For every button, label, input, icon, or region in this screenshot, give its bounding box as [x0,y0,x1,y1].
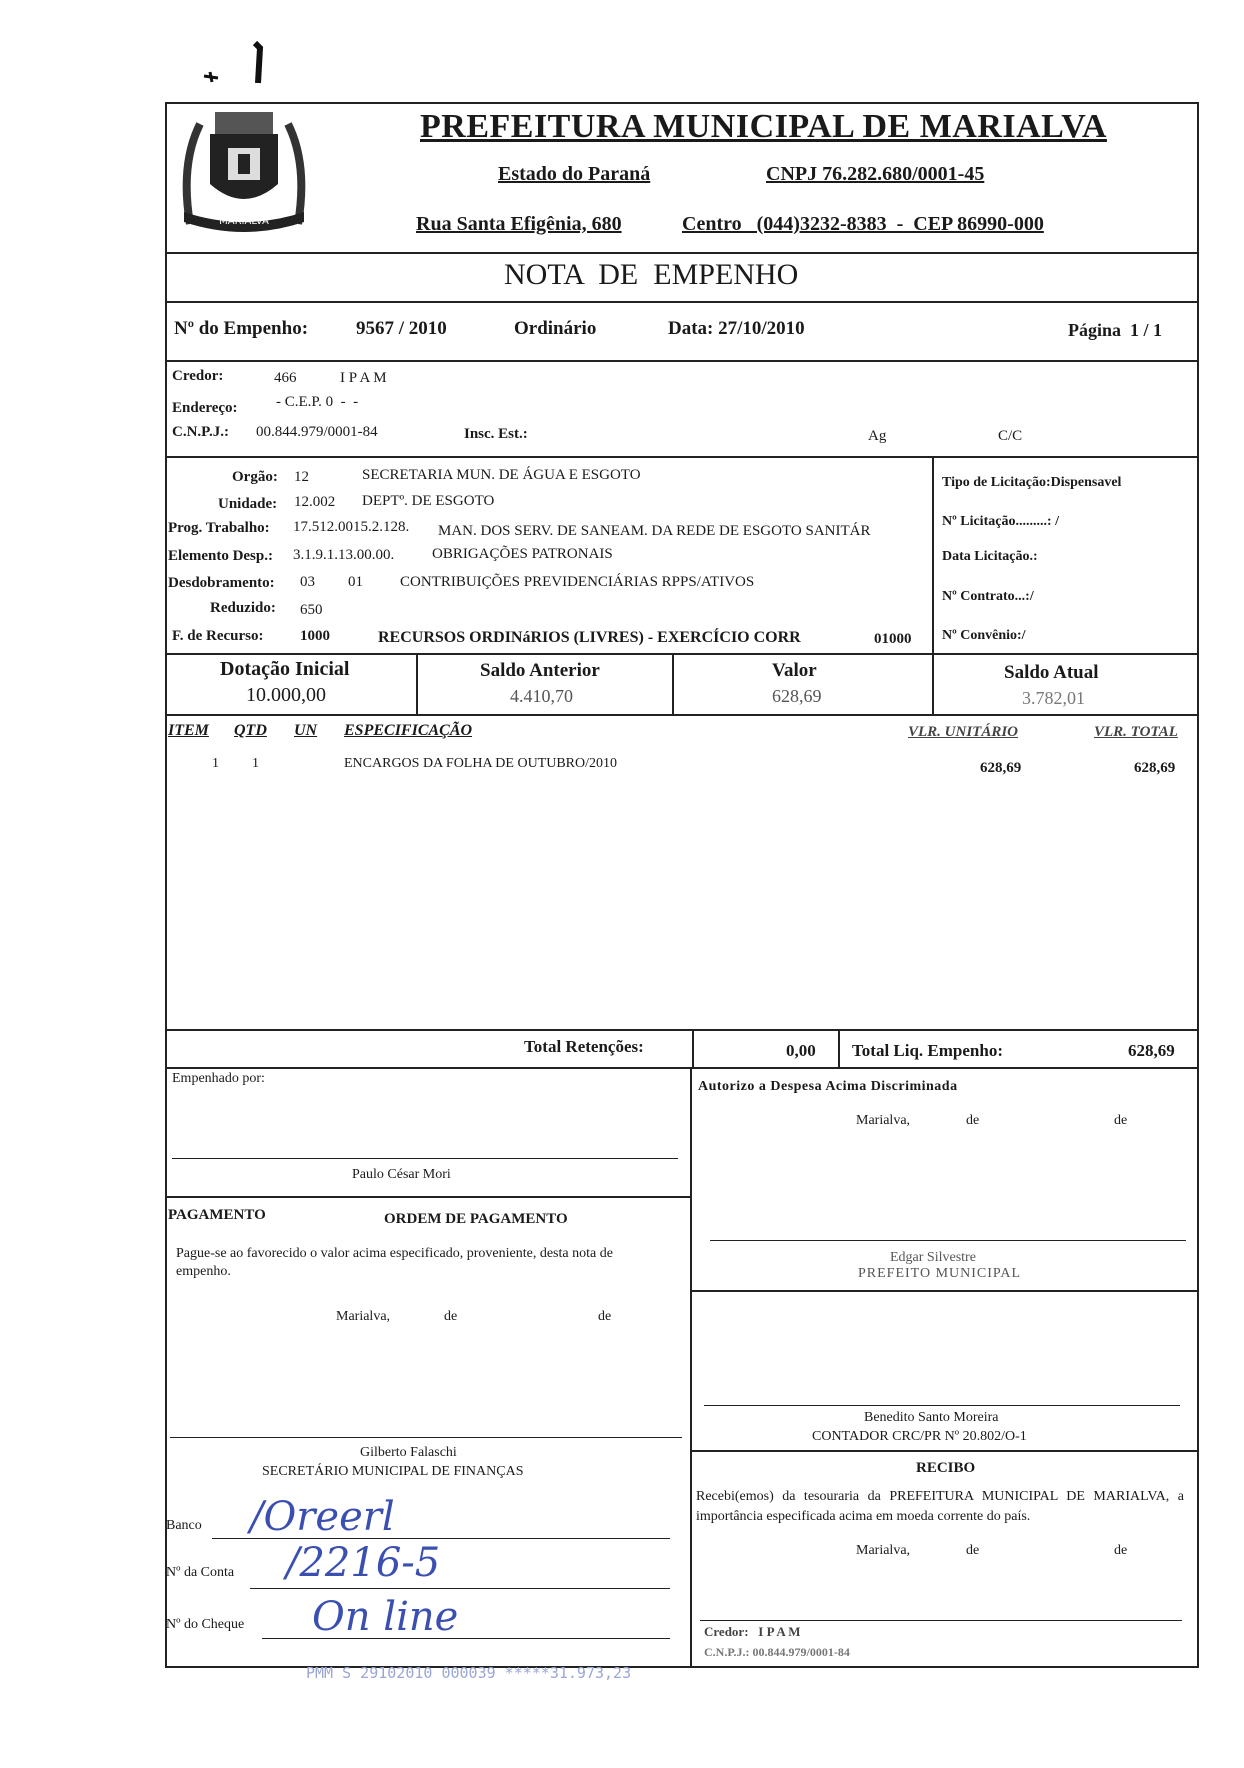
banco-handwriting: /Oreerl [250,1494,395,1540]
credor-cnpj: 00.844.979/0001-84 [256,424,378,440]
pagamento-de1: de [444,1309,458,1324]
anterior-label: Saldo Anterior [480,660,600,681]
desdob-label: Desdobramento: [168,575,275,591]
banco-label: Banco [166,1518,202,1533]
empenhado-name: Paulo César Mori [352,1167,451,1182]
col-unit: VLR. UNITÁRIO [908,724,1019,740]
signature-line [172,1158,678,1159]
credor-code: 466 [274,370,297,386]
page-title: PREFEITURA MUNICIPAL DE MARIALVA [420,108,1107,145]
recibo-cnpj: C.N.P.J.: 00.844.979/0001-84 [704,1645,850,1659]
row-unit: 628,69 [980,760,1022,776]
retencoes-label: Total Retenções: [524,1037,644,1056]
liq-empenho-value: 628,69 [1128,1041,1175,1060]
col-total: VLR. TOTAL [1094,724,1178,740]
elemento-code: 3.1.9.1.13.00.00. [293,547,395,563]
divider [690,1290,1199,1292]
ag-label: Ag [868,428,887,444]
endereco-label: Endereço: [172,400,238,416]
divider [165,456,1199,458]
divider [165,714,1199,716]
divider [165,301,1199,303]
signature-line [704,1405,1180,1406]
cheque-label: Nº do Cheque [166,1617,245,1632]
divider [165,1029,1199,1031]
recibo-credor: Credor: I P A M [704,1624,801,1639]
liq-empenho-label: Total Liq. Empenho: [852,1041,1003,1060]
divider [165,653,1199,655]
col-espec: ESPECIFICAÇÃO [344,722,473,739]
valor-value: 628,69 [772,686,822,706]
divider [838,1029,840,1067]
empenho-date: Data: 27/10/2010 [668,318,805,339]
divider [165,252,1199,254]
recurso-label: F. de Recurso: [172,628,264,644]
prog-code: 17.512.0015.2.128. [293,519,410,535]
recurso-num: 01000 [874,631,912,647]
cc-label: C/C [998,428,1023,444]
conta-handwriting: /2216-5 [286,1540,441,1586]
orgao-code: 12 [294,469,309,485]
valor-label: Valor [772,660,817,681]
cnpj-label: CNPJ 76.282.680/0001-45 [766,163,985,185]
row-total: 628,69 [1134,760,1176,776]
credor-name: I P A M [340,370,387,386]
prefeito-role: PREFEITO MUNICIPAL [858,1266,1022,1281]
unidade-desc: DEPTº. DE ESGOTO [362,493,495,509]
divider [932,456,934,654]
row-qtd: 1 [252,756,259,771]
divider [165,1196,690,1198]
autorizo-de1: de [966,1113,980,1128]
recibo-de1: de [966,1543,980,1558]
secretario-name: Gilberto Falaschi [360,1445,457,1460]
city-crest [170,104,318,232]
document-title: NOTA DE EMPENHO [504,258,799,291]
dotacao-value: 10.000,00 [246,684,326,706]
recurso-desc: RECURSOS ORDINáRIOS (LIVRES) - EXERCÍCIO CORR [378,629,801,646]
page-indicator: Página 1 / 1 [1068,320,1163,340]
autorizo-place: Marialva, [856,1113,911,1128]
elemento-desc: OBRIGAÇÕES PATRONAIS [432,546,613,562]
unidade-code: 12.002 [294,494,336,510]
col-un: UN [294,722,318,739]
autorizo-title: Autorizo a Despesa Acima Discriminada [698,1079,958,1094]
col-item: ITEM [168,722,209,739]
bank-stamp: PMM S 29102010 000039 *****31.973,23 [306,1664,632,1682]
divider [165,1067,1199,1069]
unidade-label: Unidade: [218,496,278,512]
recibo-text: Recebi(emos) da tesouraria da PREFEITURA MUNICIPAL DE MARIALVA, a importância especificada acima em moeda corrente do país. [696,1489,1184,1524]
secretario-role: SECRETÁRIO MUNICIPAL DE FINANÇAS [262,1464,524,1479]
conta-label: Nº da Conta [166,1565,235,1580]
recibo-title: RECIBO [916,1460,976,1476]
prefeito-name: Edgar Silvestre [890,1250,976,1265]
top-mark [200,38,270,88]
cheque-handwriting: On line [312,1594,459,1640]
licitacao-num: Nº Licitação.........: / [942,514,1059,529]
recibo-de2: de [1114,1543,1128,1558]
row-espec: ENCARGOS DA FOLHA DE OUTUBRO/2010 [344,756,618,771]
signature-line [170,1437,682,1438]
recurso-code: 1000 [300,628,330,644]
licitacao-tipo: Tipo de Licitação:Dispensavel [942,475,1122,490]
desdob-desc: CONTRIBUIÇÕES PREVIDENCIÁRIAS RPPS/ATIVOS [400,574,755,590]
row-item: 1 [212,756,219,771]
conta-line [250,1588,670,1589]
licitacao-data: Data Licitação.: [942,549,1038,564]
reduzido-value: 650 [300,602,323,618]
contrato-num: Nº Contrato...:/ [942,589,1034,604]
recibo-place: Marialva, [856,1543,911,1558]
desdob-sub: 01 [348,574,363,590]
atual-value: 3.782,01 [1022,688,1085,708]
dotacao-label: Dotação Inicial [220,658,350,680]
divider [932,653,934,715]
insc-est-label: Insc. Est.: [464,426,528,442]
cnpj-label: C.N.P.J.: [172,424,229,440]
col-qtd: QTD [234,722,267,739]
divider [165,360,1199,362]
pagamento-place: Marialva, [336,1309,391,1324]
divider [690,1450,1199,1452]
address-label: Rua Santa Efigênia, 680 [416,213,622,235]
contact-label: Centro (044)3232-8383 - CEP 86990-000 [682,213,1044,235]
desdob-code: 03 [300,574,315,590]
empenho-type: Ordinário [514,318,597,339]
empenhado-label: Empenhado por: [172,1071,265,1086]
pagamento-de2: de [598,1309,612,1324]
pagamento-title: PAGAMENTO [168,1207,266,1223]
autorizo-de2: de [1114,1113,1128,1128]
state-label: Estado do Paraná [498,163,651,185]
contador-role: CONTADOR CRC/PR Nº 20.802/O-1 [812,1429,1027,1444]
divider [692,1029,694,1069]
pagamento-text: Pague-se ao favorecido o valor acima especificado, proveniente, desta nota de empenho. [176,1246,613,1279]
contador-name: Benedito Santo Moreira [864,1410,999,1425]
divider [672,653,674,715]
prog-desc: MAN. DOS SERV. DE SANEAM. DA REDE DE ESGOTO SANITÁR [438,523,871,539]
credor-label: Credor: [172,368,224,384]
orgao-desc: SECRETARIA MUN. DE ÁGUA E ESGOTO [362,467,641,483]
atual-label: Saldo Atual [1004,662,1099,683]
endereco-value: - C.E.P. 0 - - [276,394,359,410]
reduzido-label: Reduzido: [210,600,276,616]
convenio-num: Nº Convênio:/ [942,628,1026,643]
divider [690,1067,692,1667]
retencoes-value: 0,00 [786,1041,816,1060]
anterior-value: 4.410,70 [510,686,573,706]
crest-label: MARIALVA [219,216,269,227]
empenho-label: Nº do Empenho: [174,318,309,339]
elemento-label: Elemento Desp.: [168,548,273,564]
signature-line [700,1620,1182,1621]
ordem-title: ORDEM DE PAGAMENTO [384,1211,568,1227]
orgao-label: Orgão: [232,469,278,485]
empenho-number: 9567 / 2010 [356,318,447,339]
prog-label: Prog. Trabalho: [168,520,270,536]
divider [416,653,418,715]
signature-line [710,1240,1186,1241]
